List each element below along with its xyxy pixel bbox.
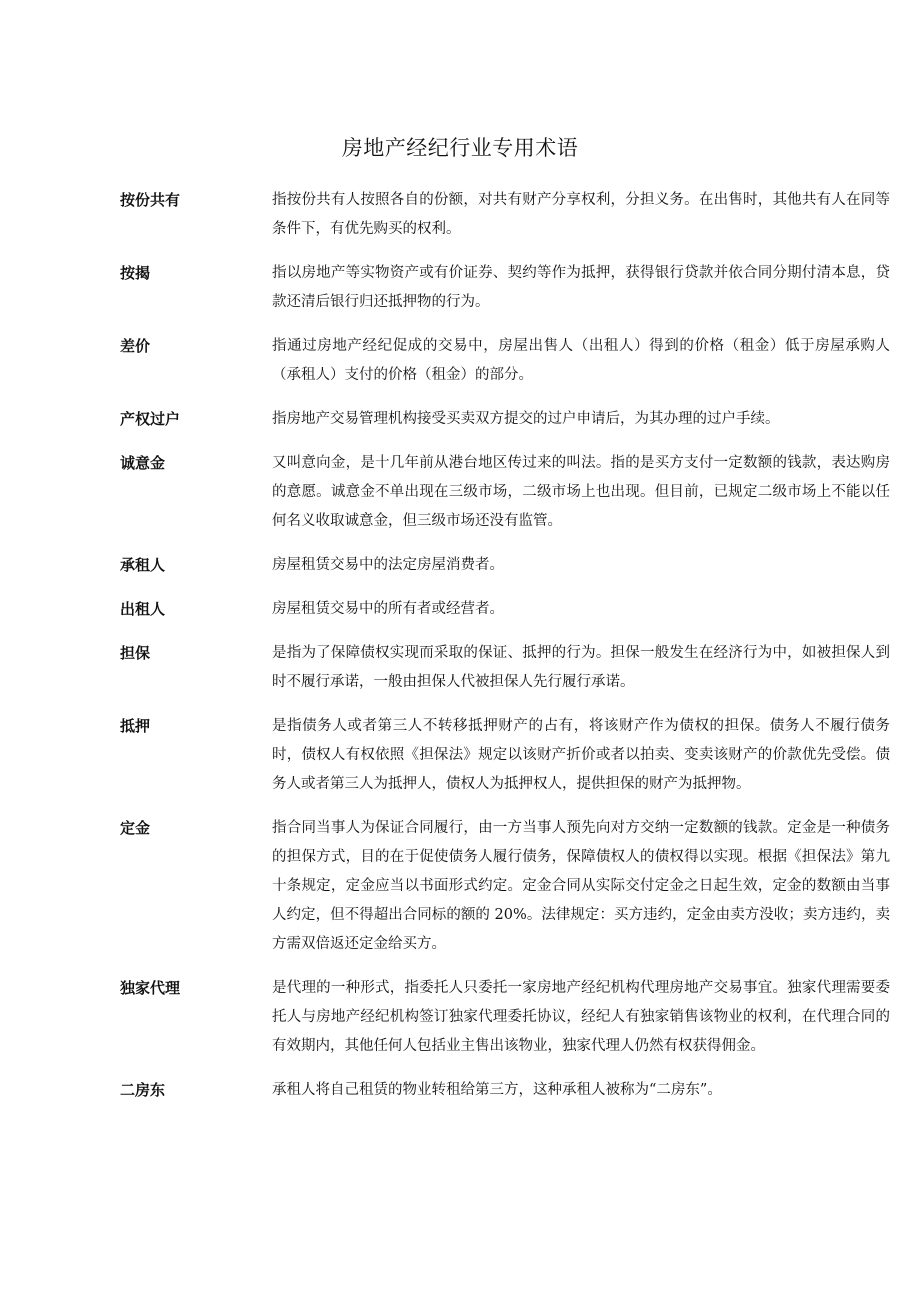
glossary-definition: 房屋租赁交易中的法定房屋消费者。 [272, 557, 504, 573]
glossary-term: 独家代理 [120, 979, 181, 997]
glossary-entry [120, 259, 890, 317]
glossary-definition: 是代理的一种形式，指委托人只委托一家房地产经纪机构代理房地产交易事宜。独家代理需要委托人与房地产经纪机构签订独家代理委托协议，经纪人有独家销售该物业的权利，在代理合同的有效期内，其他任何人包括业主售出该物业，独家代理人仍然有权获得佣金。 [272, 980, 890, 1054]
page-title: 房地产经纪行业专用术语 [341, 136, 579, 160]
glossary-definition: 指按份共有人按照各自的份额，对共有财产分享权利，分担义务。在出售时，其他共有人在同等条件下，有优先购买的权利。 [272, 192, 890, 237]
glossary-term: 承租人 [120, 556, 166, 574]
glossary-term: 按揭 [120, 264, 151, 282]
glossary-definition: 指房地产交易管理机构接受买卖双方提交的过户申请后，为其办理的过户手续。 [272, 411, 780, 427]
glossary-term: 按份共有 [120, 191, 181, 209]
glossary-definition: 指通过房地产经纪促成的交易中，房屋出售人（出租人）得到的价格（租金）低于房屋承购人（承租人）支付的价格（租金）的部分。 [272, 338, 890, 383]
glossary-term: 产权过户 [120, 410, 181, 428]
glossary-term: 抵押 [120, 717, 151, 735]
glossary-entry [120, 814, 890, 959]
glossary-entry [120, 974, 890, 1061]
glossary-entry [120, 595, 890, 624]
glossary-entry [120, 712, 890, 799]
glossary-entry [120, 639, 890, 697]
glossary-term: 二房东 [120, 1081, 166, 1099]
glossary-term: 诚意金 [120, 454, 166, 472]
glossary-entry [120, 551, 890, 580]
glossary-entry [120, 405, 890, 434]
glossary-term: 定金 [120, 819, 151, 837]
glossary-entry [120, 186, 890, 244]
glossary-entry [120, 332, 890, 390]
glossary-definition: 指以房地产等实物资产或有价证券、契约等作为抵押，获得银行贷款并依合同分期付清本息，贷款还清后银行归还抵押物的行为。 [272, 265, 890, 310]
glossary-term: 差价 [120, 337, 151, 355]
glossary-entry [120, 449, 890, 536]
glossary-definition: 承租人将自己租赁的物业转租给第三方，这种承租人被称为“二房东”。 [272, 1082, 722, 1098]
glossary-definition: 是指为了保障债权实现而采取的保证、抵押的行为。担保一般发生在经济行为中，如被担保人到时不履行承诺，一般由担保人代被担保人先行履行承诺。 [272, 645, 890, 690]
glossary-definition: 是指债务人或者第三人不转移抵押财产的占有，将该财产作为债权的担保。债务人不履行债务时，债权人有权依照《担保法》规定以该财产折价或者以拍卖、变卖该财产的价款优先受偿。债务人或者第三人为抵押人，债权人为抵押权人，提供担保的财产为抵押物。 [272, 718, 890, 792]
glossary-term: 担保 [120, 644, 151, 662]
glossary-term: 出租人 [120, 600, 166, 618]
glossary-entry [120, 1076, 890, 1105]
glossary-definition: 指合同当事人为保证合同履行，由一方当事人预先向对方交纳一定数额的钱款。定金是一种债务的担保方式，目的在于促使债务人履行债务，保障债权人的债权得以实现。根据《担保法》第九十条规定，定金应当以书面形式约定。定金合同从实际交付定金之日起生效，定金的数额由当事人约定，但不得超出合同标的额的 20%。法律规定：买方违约，定金由卖方没收；卖方违约，卖方需双倍返还定金给买方。 [272, 820, 890, 952]
glossary-definition: 房屋租赁交易中的所有者或经营者。 [272, 601, 504, 617]
glossary-definition: 又叫意向金，是十几年前从港台地区传过来的叫法。指的是买方支付一定数额的钱款，表达购房的意愿。诚意金不单出现在三级市场，二级市场上也出现。但目前，已规定二级市场上不能以任何名义收取诚意金，但三级市场还没有监管。 [272, 455, 890, 529]
glossary-list [120, 186, 890, 1120]
